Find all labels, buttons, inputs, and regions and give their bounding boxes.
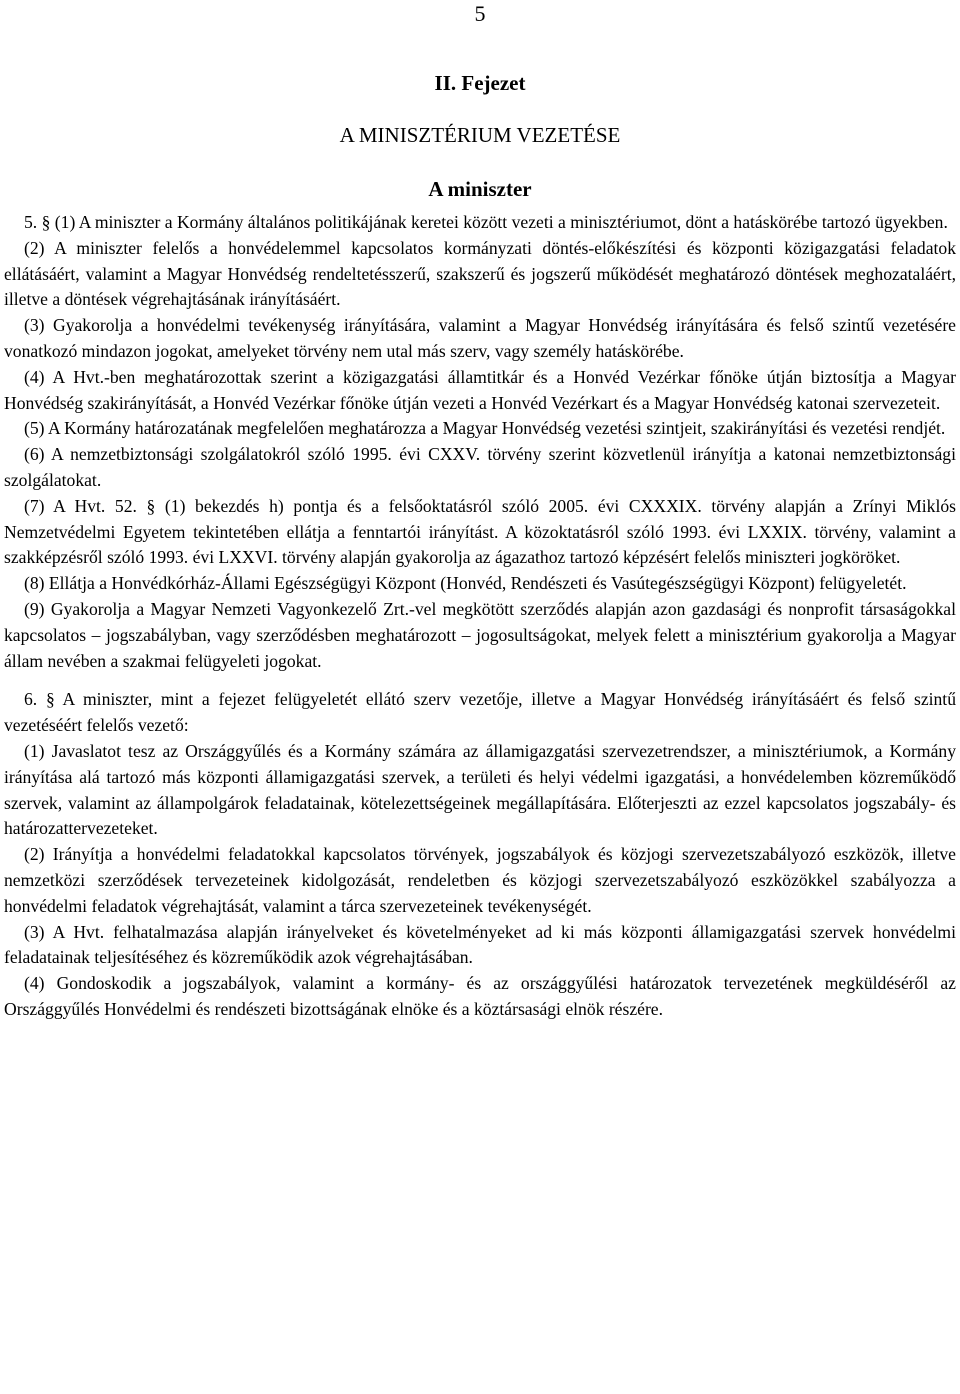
paragraph-6-4: (4) Gondoskodik a jogszabályok, valamint a kormány- és az országgyűlési határozatok tervezetének megküldéséről az Országgyűlés Honvédelmi és rendészeti bizottságának elnöke és a köztársasági elnök részére. <box>4 973 956 1019</box>
document-body <box>4 210 956 1023</box>
paragraph-6-1: (1) Javaslatot tesz az Országgyűlés és a Kormány számára az államigazgatási szervezetrendszer, a minisztériumok, a Kormány irányítása alá tartozó más központi államigazgatási szervek, a területi és helyi védelmi igazgatási, a honvédelemben közreműködő szervek, valamint az állampolgárok feladatainak, kötelezettségeinek megállapítására. Előterjeszti az ezzel kapcsolatos jogszabály- és határozattervezeteket. <box>4 740 956 839</box>
paragraph-5-9: (9) Gyakorolja a Magyar Nemzeti Vagyonkezelő Zrt.-vel megkötött szerződés alapján azon gazdasági és nonprofit társaságokkal kapcsolatos – jogszabályban, vagy szerződésben meghatározott – jogosultságokat, melyek felett a minisztérium gyakorolja a Magyar állam nevében a szakmai felügyeleti jogokat. <box>4 598 956 671</box>
paragraph-5-5: (5) A Kormány határozatának megfelelően meghatározza a Magyar Honvédség vezetési szintjeit, szakirányítási és vezetési rendjét. <box>24 418 946 439</box>
chapter-heading: II. Fejezet <box>434 71 526 95</box>
section-title: A MINISZTÉRIUM VEZETÉSE <box>339 123 621 147</box>
paragraph-5-3: (3) Gyakorolja a honvédelmi tevékenység irányítására, valamint a Magyar Honvédség irányítására és felső szintű vezetésére vonatkozó mindazon jogokat, amelyeket törvény nem utal más szerv, vagy személy hatáskörébe. <box>4 315 956 361</box>
subsection-heading: A miniszter <box>428 177 532 201</box>
paragraph-6-2: (2) Irányítja a honvédelmi feladatokkal kapcsolatos törvények, jogszabályok és közjogi szervezetszabályozó eszközök, illetve nemzetközi szerződések tervezeteinek kidolgozását, rendeletben és közjogi szervezetszabályozó eszközökkel szabályozza a honvédelmi feladatok végrehajtását, valamint a tárca szervezeteinek tevékenységét. <box>4 844 956 916</box>
paragraph-5-4: (4) A Hvt.-ben meghatározottak szerint a közigazgatási államtitkár és a Honvéd Vezérkar főnöke útján biztosítja a Magyar Honvédség szakirányítását, a Honvéd Vezérkar főnöke útján vezeti a Honvéd Vezérkart és a Magyar Honvédség katonai szervezeteit. <box>4 366 956 413</box>
page-number: 5 <box>474 1 486 26</box>
paragraph-5-6: (6) A nemzetbiztonsági szolgálatokról szóló 1995. évi CXXV. törvény szerint közvetlenül irányítja a katonai nemzetbiztonsági szolgálatokat. <box>4 444 956 490</box>
paragraph-5-2: (2) A miniszter felelős a honvédelemmel kapcsolatos kormányzati döntés-előkészítési és központi közigazgatási feladatok ellátásáért, valamint a Magyar Honvédség rendeltetésszerű, szakszerű és jogszerű működését meghatározó döntések meghozataláért, illetve a döntések végrehajtásának irányításáért. <box>4 237 956 310</box>
paragraph-5-1: 5. § (1) A miniszter a Kormány általános politikájának keretei között vezeti a minisztériumot, dönt a hatáskörébe tartozó ügyekben. <box>24 212 948 232</box>
paragraph-6-intro: 6. § A miniszter, mint a fejezet felügyeletét ellátó szerv vezetője, illetve a Magyar Honvédség irányításáért és felső szintű vezetéséért felelős vezető: <box>4 689 956 736</box>
paragraph-5-8: (8) Ellátja a Honvédkórház-Állami Egészségügyi Központ (Honvéd, Rendészeti és Vasútegészségügyi Központ) felügyeletét. <box>24 573 907 594</box>
paragraph-5-7: (7) A Hvt. 52. § (1) bekezdés h) pontja és a felsőoktatásról szóló 2005. évi CXXXIX. törvény alapján a Zrínyi Miklós Nemzetvédelmi Egyetem tekintetében ellátja a fenntartói irányítást. A közoktatásról szóló 1993. évi LXXIX. törvény, valamint a szakképzésről szóló 1993. évi LXXVI. törvény alapján gyakorolja az ágazathoz tartozó képzésért felelős miniszteri jogköröket. <box>4 495 956 568</box>
paragraph-6-3: (3) A Hvt. felhatalmazása alapján irányelveket és követelményeket ad ki más központi államigazgatási szervek honvédelmi feladatainak teljesítéséhez és közreműködik azok végrehajtásában. <box>4 921 956 968</box>
